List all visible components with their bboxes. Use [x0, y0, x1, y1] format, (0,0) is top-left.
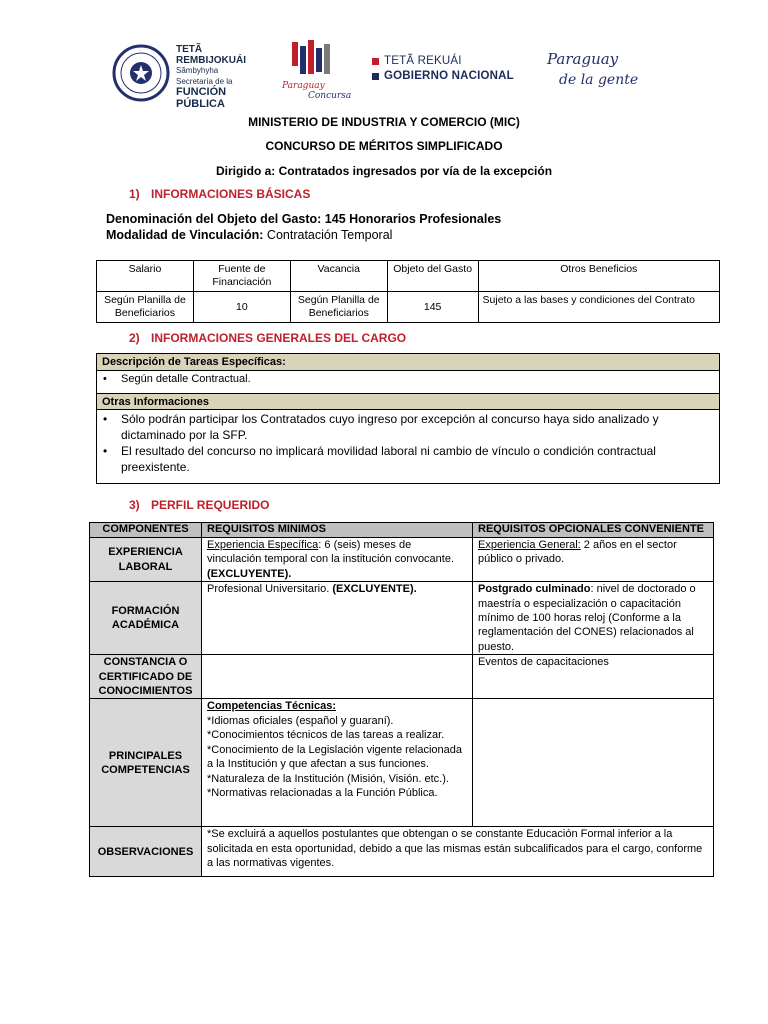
observaciones-cell: *Se excluirá a aquellos postulantes que obtengan o se constante Educación Formal inferior a la solicitada en esta oportunidad, debido a que las mismas están subcalificados para el cargo, conforme a las normativas vigentes. [202, 827, 714, 877]
svg-text:Paraguay: Paraguay [282, 81, 325, 91]
table-row [90, 699, 714, 827]
tareas-label: Descripción de Tareas Específicas: [97, 354, 719, 371]
constancia-min-cell [202, 655, 473, 699]
experiencia-min-cell: Experiencia Específica: 6 (seis) meses de vinculación temporal con la institución convocante. (EXCLUYENTE). [202, 538, 473, 582]
vacancia-cell: Según Planilla de Beneficiarios [290, 292, 387, 323]
vacancia-header: Vacancia [290, 261, 387, 292]
profile-table [89, 522, 714, 877]
table-row [90, 827, 714, 877]
svg-text:Concursa: Concursa [308, 91, 352, 101]
denominacion-line: Denominación del Objeto del Gasto: 145 Honorarios Profesionales [106, 212, 502, 226]
sfp-logo-text: TETÃ REMBIJOKUÁI Sãmbyhyha Secretaría de la FUNCIÓN PÚBLICA [176, 44, 247, 110]
list-item: *Conocimiento de la Legislación vigente relacionada a la Institución y que afectan a sus funciones. [207, 743, 462, 771]
observaciones-label: OBSERVACIONES [90, 827, 202, 877]
formacion-label: FORMACIÓN ACADÉMICA [90, 582, 202, 655]
minimos-header: REQUISITOS MINIMOS [202, 523, 473, 538]
gobierno-nacional-logo: TETÃ REKUÁI GOBIERNO NACIONAL [372, 54, 514, 84]
salario-cell: Según Planilla de Beneficiarios [97, 292, 194, 323]
componentes-header: COMPONENTES [90, 523, 202, 538]
svg-text:de la gente: de la gente [559, 72, 639, 88]
table-row [90, 538, 714, 582]
experiencia-opt-cell: Experiencia General: 2 años en el sector público o privado. [473, 538, 714, 582]
basic-info-table [96, 260, 720, 323]
constancia-label: CONSTANCIA O CERTIFICADO DE CONOCIMIENTOS [90, 655, 202, 699]
contest-title: CONCURSO DE MÉRITOS SIMPLIFICADO [265, 139, 503, 153]
section-2-title: 2) INFORMACIONES GENERALES DEL CARGO [129, 331, 407, 345]
objeto-header: Objeto del Gasto [387, 261, 478, 292]
paraguay-de-la-gente-logo [545, 44, 645, 94]
opcionales-header: REQUISITOS OPCIONALES CONVENIENTE [473, 523, 714, 538]
table-row [90, 655, 714, 699]
table-header-row [90, 523, 714, 538]
salario-header: Salario [97, 261, 194, 292]
section-1-title: 1) INFORMACIONES BÁSICAS [129, 187, 311, 201]
fuente-cell: 10 [193, 292, 290, 323]
general-info-box [96, 353, 720, 484]
competencias-label: PRINCIPALES COMPETENCIAS [90, 699, 202, 827]
beneficios-cell: Sujeto a las bases y condiciones del Contrato [478, 292, 719, 323]
list-item: *Normativas relacionadas a la Función Pública. [207, 786, 438, 799]
fuente-header: Fuente de Financiación [193, 261, 290, 292]
table-row [97, 292, 720, 323]
list-item: • El resultado del concurso no implicará movilidad laboral ni cambio de vínculo o condición contractual preexistente. [103, 444, 656, 474]
objeto-cell: 145 [387, 292, 478, 323]
ministry-title: MINISTERIO DE INDUSTRIA Y COMERCIO (MIC) [248, 115, 520, 129]
paraguay-concursa-logo [278, 38, 352, 104]
table-row [90, 582, 714, 655]
list-item: • Según detalle Contractual. [103, 373, 251, 385]
svg-text:Paraguay: Paraguay [547, 50, 619, 68]
list-item: • Sólo podrán participar los Contratados cuyo ingreso por excepción al concurso haya sido analizado y dictaminado por la SFP. [103, 412, 659, 442]
modalidad-line: Modalidad de Vinculación: Contratación Temporal [106, 228, 393, 242]
otras-label: Otras Informaciones [97, 393, 719, 410]
national-seal-logo [112, 44, 170, 102]
list-item: *Idiomas oficiales (español y guaraní). [207, 714, 394, 727]
beneficios-header: Otros Beneficios [478, 261, 719, 292]
experiencia-label: EXPERIENCIA LABORAL [90, 538, 202, 582]
formacion-min-cell: Profesional Universitario. (EXCLUYENTE). [202, 582, 473, 655]
red-square-icon [372, 58, 379, 65]
competencias-min-cell: Competencias Técnicas: *Idiomas oficiales (español y guaraní). *Conocimientos técnicos de las tareas a realizar. *Conocimiento de la Legislación vigente relacionada a la Institución y que afectan a sus funciones. *Naturaleza de la Institución (Misión, Visión. etc.). *Normativas relacionadas a la Función Pública. [202, 699, 473, 827]
table-header-row [97, 261, 720, 292]
list-item: *Conocimientos técnicos de las tareas a realizar. [207, 729, 445, 742]
section-3-title: 3) PERFIL REQUERIDO [129, 498, 270, 512]
header-logos [0, 38, 768, 108]
constancia-opt-cell: Eventos de capacitaciones [473, 655, 714, 699]
blue-square-icon [372, 73, 379, 80]
audience-title: Dirigido a: Contratados ingresados por vía de la excepción [215, 164, 553, 178]
list-item: *Naturaleza de la Institución (Misión, Visión. etc.). [207, 772, 449, 785]
competencias-opt-cell [473, 699, 714, 827]
formacion-opt-cell: Postgrado culminado: nivel de doctorado o maestría o especialización o capacitación mínimo de 100 horas reloj (Conforme a la reglamentación del CONES) relacionados al puesto. [473, 582, 714, 655]
